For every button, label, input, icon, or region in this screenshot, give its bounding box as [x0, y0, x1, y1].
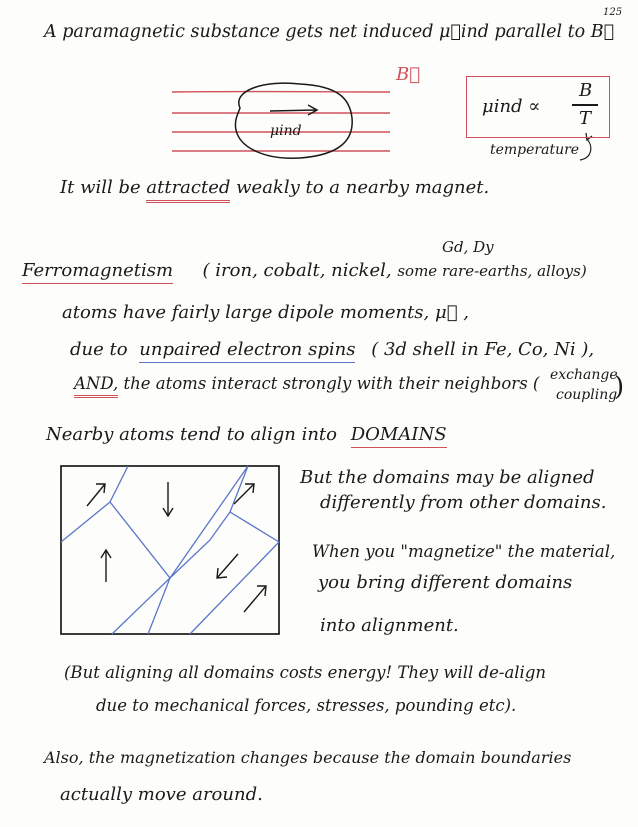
- formula-denominator: T: [579, 108, 592, 129]
- and-word: AND,: [74, 374, 118, 398]
- paren-line-2: due to mechanical forces, stresses, pounding etc).: [96, 696, 517, 715]
- nearby-line: [46, 426, 447, 444]
- temperature-label: temperature: [490, 142, 580, 158]
- formula-numerator: B: [579, 80, 593, 101]
- attract-word: attracted: [146, 177, 230, 203]
- right-text-5: into alignment.: [320, 615, 459, 636]
- attract-prefix: It will be: [60, 177, 141, 198]
- right-text-4: you bring different domains: [318, 572, 573, 593]
- exchange-brace: ): [614, 372, 625, 402]
- attract-suffix: weakly to a nearby magnet.: [236, 177, 490, 198]
- nearby-prefix: Nearby atoms tend to align into: [46, 424, 337, 445]
- domains-word: DOMAINS: [351, 424, 447, 448]
- right-text-3: When you "magnetize" the material,: [312, 542, 616, 561]
- paren-line-1: (But aligning all domains costs energy! They will de-align: [64, 663, 547, 682]
- unpaired-spins: unpaired electron spins: [139, 339, 355, 363]
- ferro-list-b: some rare-earths, alloys): [397, 262, 587, 280]
- coupling-word: coupling: [556, 387, 618, 403]
- atoms-line: atoms have fairly large dipole moments, μ⃗ ,: [62, 302, 469, 323]
- field-label: B⃗: [396, 64, 421, 85]
- paramagnetic-line: A paramagnetic substance gets net induced μ⃗ind parallel to B⃗: [44, 22, 615, 42]
- right-text-1: But the domains may be aligned: [300, 467, 595, 488]
- formula-fraction-bar: [572, 104, 598, 106]
- ferro-title: Ferromagnetism: [22, 260, 173, 284]
- also-line-1: Also, the magnetization changes because the domain boundaries: [44, 748, 572, 767]
- shell-note: ( 3d shell in Fe, Co, Ni ),: [371, 339, 595, 360]
- loop-label: μind: [270, 123, 302, 139]
- page-number: 125: [603, 7, 623, 18]
- ferro-line: [22, 262, 587, 280]
- interact-text: the atoms interact strongly with their neighbors (: [123, 374, 540, 393]
- ferro-list-a: ( iron, cobalt, nickel,: [202, 260, 392, 281]
- ferro-above: Gd, Dy: [442, 238, 494, 256]
- formula-lhs: μind ∝: [482, 96, 541, 117]
- exchange-word: exchange: [550, 367, 618, 383]
- loop-outline: [235, 83, 352, 158]
- also-line-2: actually move around.: [60, 784, 263, 805]
- and-line: [74, 376, 539, 393]
- attract-line: [60, 179, 489, 197]
- due-line: [70, 341, 594, 359]
- right-text-2: differently from other domains.: [320, 492, 607, 513]
- due-to: due to: [70, 339, 128, 360]
